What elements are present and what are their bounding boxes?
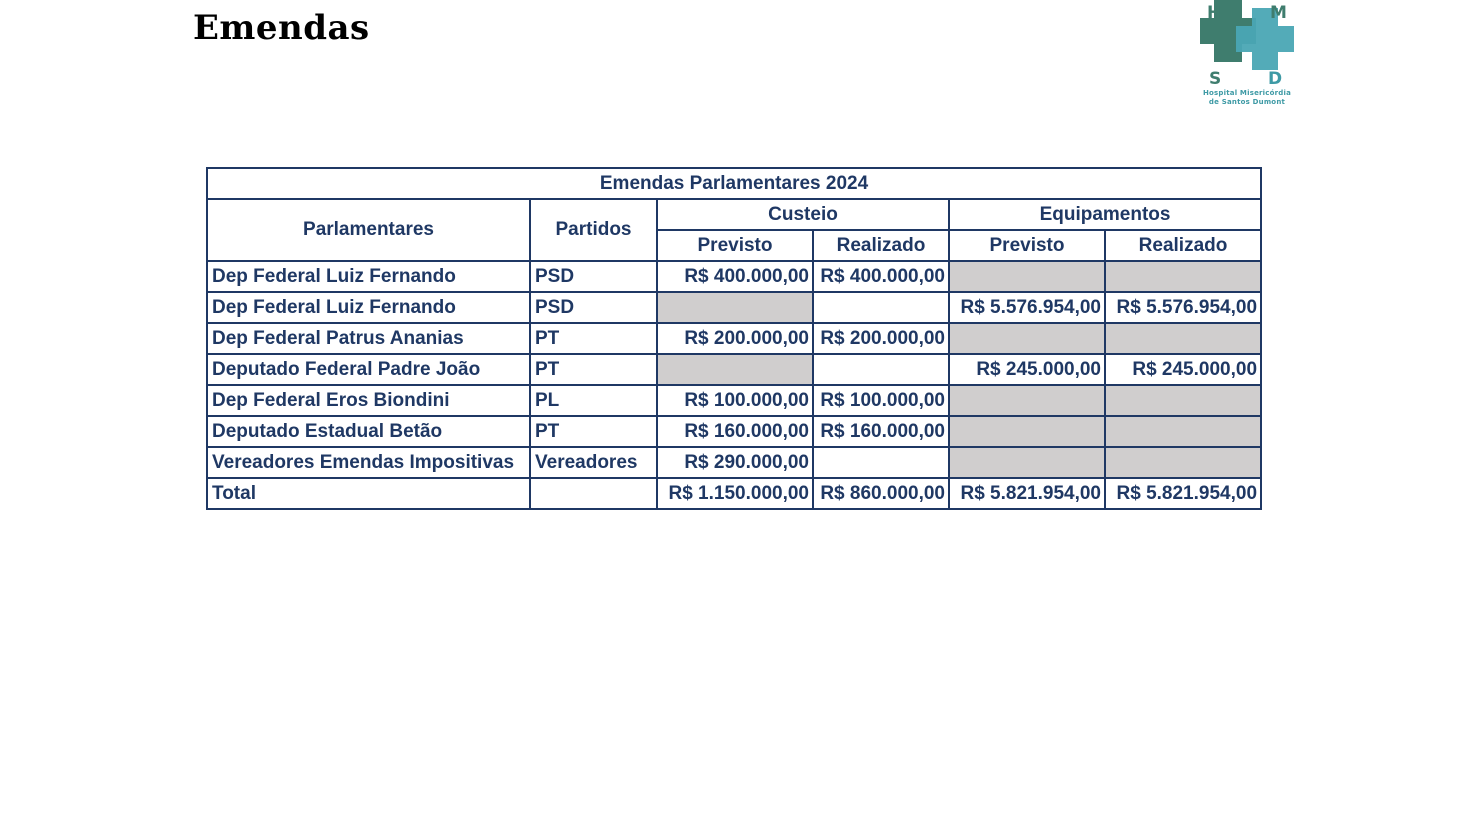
- emendas-table: [206, 167, 1262, 510]
- table-row: [207, 261, 1261, 292]
- header-custeio-previsto: Previsto: [657, 230, 813, 261]
- header-custeio-realizado: Realizado: [813, 230, 949, 261]
- cell-equip-previsto: [949, 416, 1105, 447]
- cell-partido: PT: [530, 323, 657, 354]
- cell-equip-realizado: [1105, 323, 1261, 354]
- cell-total-label: Total: [207, 478, 530, 509]
- cell-partido: Vereadores: [530, 447, 657, 478]
- cell-equip-realizado: R$ 5.576.954,00: [1105, 292, 1261, 323]
- cell-total-partido: [530, 478, 657, 509]
- header-custeio: Custeio: [657, 199, 949, 230]
- cell-equip-realizado: [1105, 447, 1261, 478]
- table-row: [207, 292, 1261, 323]
- cell-equip-realizado: [1105, 385, 1261, 416]
- cell-custeio-realizado: [813, 447, 949, 478]
- cell-equip-previsto: [949, 261, 1105, 292]
- total-row: [207, 478, 1261, 509]
- hospital-logo: [1200, 0, 1294, 110]
- table-row: [207, 385, 1261, 416]
- cell-partido: PT: [530, 354, 657, 385]
- logo-caption-line2: de Santos Dumont: [1208, 98, 1286, 106]
- cell-parlamentar: Deputado Federal Padre João: [207, 354, 530, 385]
- logo-letter-s: S: [1209, 69, 1222, 89]
- cell-equip-realizado: [1105, 261, 1261, 292]
- cell-equip-previsto: [949, 385, 1105, 416]
- cell-custeio-realizado: [813, 292, 949, 323]
- logo-letter-m: M: [1270, 3, 1287, 23]
- logo-caption-line1: Hospital Misericórdia: [1202, 89, 1292, 97]
- cell-equip-previsto: [949, 447, 1105, 478]
- header-equipamentos: Equipamentos: [949, 199, 1261, 230]
- cell-parlamentar: Vereadores Emendas Impositivas: [207, 447, 530, 478]
- cell-custeio-previsto: R$ 160.000,00: [657, 416, 813, 447]
- cell-custeio-previsto: R$ 200.000,00: [657, 323, 813, 354]
- cell-equip-previsto: R$ 5.576.954,00: [949, 292, 1105, 323]
- cell-partido: PT: [530, 416, 657, 447]
- cell-total-equip-previsto: R$ 5.821.954,00: [949, 478, 1105, 509]
- cell-custeio-realizado: R$ 200.000,00: [813, 323, 949, 354]
- cell-custeio-previsto: R$ 290.000,00: [657, 447, 813, 478]
- cell-equip-previsto: [949, 323, 1105, 354]
- cell-parlamentar: Dep Federal Patrus Ananias: [207, 323, 530, 354]
- logo-cross-icon: [1200, 0, 1294, 90]
- table-title: Emendas Parlamentares 2024: [207, 168, 1261, 199]
- table-row: [207, 354, 1261, 385]
- cell-parlamentar: Dep Federal Eros Biondini: [207, 385, 530, 416]
- cell-total-custeio-realizado: R$ 860.000,00: [813, 478, 949, 509]
- cell-custeio-realizado: R$ 100.000,00: [813, 385, 949, 416]
- cell-partido: PSD: [530, 292, 657, 323]
- cell-custeio-previsto: R$ 400.000,00: [657, 261, 813, 292]
- table-row: [207, 416, 1261, 447]
- cell-total-custeio-previsto: R$ 1.150.000,00: [657, 478, 813, 509]
- cell-custeio-previsto: [657, 354, 813, 385]
- cell-equip-realizado: [1105, 416, 1261, 447]
- cell-parlamentar: Dep Federal Luiz Fernando: [207, 261, 530, 292]
- header-equip-previsto: Previsto: [949, 230, 1105, 261]
- header-row-1: [207, 199, 1261, 230]
- cell-partido: PSD: [530, 261, 657, 292]
- cell-parlamentar: Dep Federal Luiz Fernando: [207, 292, 530, 323]
- table-row: [207, 323, 1261, 354]
- header-equip-realizado: Realizado: [1105, 230, 1261, 261]
- header-partidos: Partidos: [530, 199, 657, 261]
- cell-parlamentar: Deputado Estadual Betão: [207, 416, 530, 447]
- cell-equip-realizado: R$ 245.000,00: [1105, 354, 1261, 385]
- header-parlamentares: Parlamentares: [207, 199, 530, 261]
- cell-custeio-realizado: R$ 400.000,00: [813, 261, 949, 292]
- cell-equip-previsto: R$ 245.000,00: [949, 354, 1105, 385]
- logo-letter-h: H: [1207, 3, 1222, 23]
- cell-custeio-previsto: R$ 100.000,00: [657, 385, 813, 416]
- cell-custeio-realizado: R$ 160.000,00: [813, 416, 949, 447]
- logo-letter-d: D: [1268, 69, 1283, 89]
- cell-partido: PL: [530, 385, 657, 416]
- table-row: [207, 447, 1261, 478]
- table-title-row: [207, 168, 1261, 199]
- cell-custeio-previsto: [657, 292, 813, 323]
- cell-custeio-realizado: [813, 354, 949, 385]
- cell-total-equip-realizado: R$ 5.821.954,00: [1105, 478, 1261, 509]
- page-title: Emendas: [193, 8, 370, 48]
